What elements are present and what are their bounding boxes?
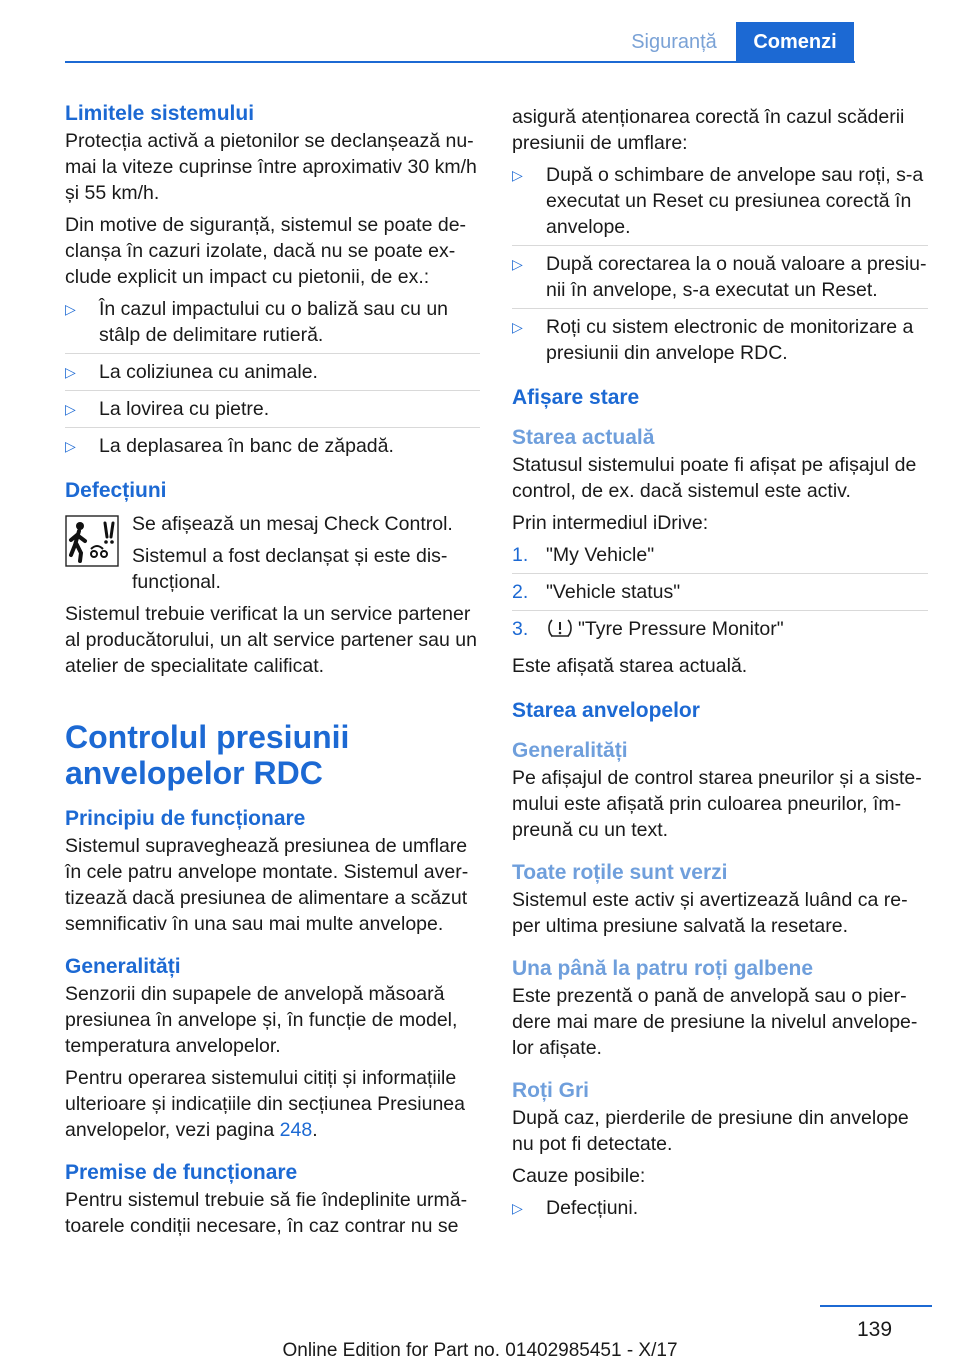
bullet-icon: ▷ bbox=[65, 438, 76, 454]
premise-paragraph: Pentru sistemul trebuie să fie îndeplinite următoarele condiții necesare, în caz contrar nu se bbox=[65, 1189, 468, 1237]
list-item: 2. "Vehicle status" bbox=[512, 581, 681, 603]
header-rule bbox=[65, 61, 855, 63]
footer-rule bbox=[820, 1305, 932, 1307]
steps-list bbox=[512, 542, 928, 642]
list-item: 3. "Tyre Pressure Monitor" bbox=[512, 618, 784, 640]
fault-message-1: Se afișează un mesaj Check Control. bbox=[132, 513, 453, 535]
yellow-paragraph: Este prezentă o pană de anvelopă sau o pierdere mai mare de presiune la nivelul anvelopelor afișate. bbox=[512, 985, 918, 1059]
section-title-premise: Premise de funcționare bbox=[65, 1161, 298, 1184]
bullet-icon: ▷ bbox=[512, 319, 523, 335]
page-link-248[interactable]: 248 bbox=[279, 1119, 313, 1141]
left-column bbox=[65, 100, 480, 1239]
section-title-actual: Starea actuală bbox=[512, 426, 655, 449]
bullet-icon: ▷ bbox=[512, 1200, 523, 1216]
list-item: ▷ La deplasarea în banc de zăpadă. bbox=[65, 435, 394, 457]
bullet-icon: ▷ bbox=[65, 301, 76, 317]
general-paragraph-2: Pentru operarea sistemului citiți și informațiile ulterioare și indicațiile din secțiunea Presiunea anvelopelor, vezi pagina 248. bbox=[65, 1067, 465, 1141]
tyre-pressure-icon bbox=[546, 618, 574, 638]
general-paragraph-1: Senzorii din supapele de anvelopă măsoară presiunea în anvelope și, în funcție de model, temperatura anvelopelor. bbox=[65, 983, 458, 1057]
chapter-title-rdc: Controlul presiunii anvelopelor RDC bbox=[65, 719, 350, 791]
fault-message-block bbox=[65, 511, 480, 595]
edition-note: Online Edition for Part no. 01402985451 - X/17 bbox=[282, 1340, 678, 1361]
section-title-faults: Defecțiuni bbox=[65, 479, 167, 502]
list-item: 1. "My Vehicle" bbox=[512, 544, 655, 566]
list-item: ▷ Defecțiuni. bbox=[512, 1197, 639, 1219]
section-title-general-right: Generalități bbox=[512, 739, 628, 762]
principle-paragraph: Sistemul supraveghează presiunea de umflare în cele patru anvelope montate. Sistemul avertizează dacă presiunea de alimentare a scăzut semnificativ în una sau mai multe anvelope. bbox=[65, 835, 469, 935]
section-title-display: Afișare stare bbox=[512, 386, 640, 409]
bullet-icon: ▷ bbox=[65, 401, 76, 417]
continued-paragraph: asigură atenționarea corectă în cazul scăderii presiunii de umflare: bbox=[512, 106, 905, 154]
fault-message-2: Sistemul a fost declanșat și este disfuncțional. bbox=[132, 545, 448, 593]
bullet-icon: ▷ bbox=[512, 167, 523, 183]
conditions-list bbox=[512, 162, 928, 366]
right-column bbox=[512, 104, 928, 1221]
limits-paragraph-1: Protecția activă a pietonilor se declanșează numai la viteze cuprinse între aproximativ 30 km/h și 55 km/h. bbox=[65, 130, 477, 204]
causes-list bbox=[512, 1195, 928, 1221]
section-title-general: Generalități bbox=[65, 955, 181, 978]
list-item: ▷ Roți cu sistem electronic de monitorizare a presiunii din anvelope RDC. bbox=[512, 316, 914, 364]
grey-paragraph-1: După caz, pierderile de presiune din anvelope nu pot fi detectate. bbox=[512, 1107, 909, 1155]
list-item: ▷ În cazul impactului cu o baliză sau cu un stâlp de delimitare rutieră. bbox=[65, 298, 449, 346]
section-title-green: Toate roțile sunt verzi bbox=[512, 861, 728, 884]
list-item: ▷ La coliziunea cu animale. bbox=[65, 361, 318, 383]
bullet-icon: ▷ bbox=[65, 364, 76, 380]
fault-paragraph: Sistemul trebuie verificat la un service partener al producătorului, un alt service partener sau un atelier de specialitate calificat. bbox=[65, 603, 477, 677]
tab-comenzi[interactable]: Comenzi bbox=[736, 22, 854, 62]
section-title-tyres: Starea anvelopelor bbox=[512, 699, 700, 722]
grey-paragraph-2: Cauze posibile: bbox=[512, 1165, 646, 1187]
green-paragraph: Sistemul este activ și avertizează luând ca reper ultima presiune salvată la resetare. bbox=[512, 889, 908, 937]
limits-list bbox=[65, 296, 480, 459]
section-title-limits: Limitele sistemului bbox=[65, 102, 255, 125]
section-title-grey: Roți Gri bbox=[512, 1079, 589, 1102]
actual-paragraph-3: Este afișată starea actuală. bbox=[512, 655, 748, 677]
limits-paragraph-2: Din motive de siguranță, sistemul se poate declanșa în cazuri izolate, dacă nu se poate exclude explicit un impact cu pietonii, de ex.: bbox=[65, 214, 467, 288]
actual-paragraph-1: Statusul sistemului poate fi afișat pe afișajul de control, de ex. dacă sistemul este activ. bbox=[512, 454, 917, 502]
list-item: ▷ După o schimbare de anvelope sau roți, s-a executat un Reset cu presiunea corectă în anvelope. bbox=[512, 164, 924, 238]
tab-siguranta[interactable]: Siguranță bbox=[631, 31, 717, 53]
list-item: ▷ După corectarea la o nouă valoare a presiunii în anvelope, s-a executat un Reset. bbox=[512, 253, 927, 301]
actual-paragraph-2: Prin intermediul iDrive: bbox=[512, 512, 709, 534]
pedestrian-protection-icon bbox=[65, 515, 119, 567]
section-title-principle: Principiu de funcționare bbox=[65, 807, 306, 830]
general-right-paragraph: Pe afișajul de control starea pneurilor și a sistemului este afișată prin culoarea pneurilor, împreună cu un text. bbox=[512, 767, 922, 841]
list-item: ▷ La lovirea cu pietre. bbox=[65, 398, 270, 420]
section-title-yellow: Una până la patru roți galbene bbox=[512, 957, 814, 980]
bullet-icon: ▷ bbox=[512, 256, 523, 272]
page-number: 139 bbox=[857, 1318, 893, 1341]
